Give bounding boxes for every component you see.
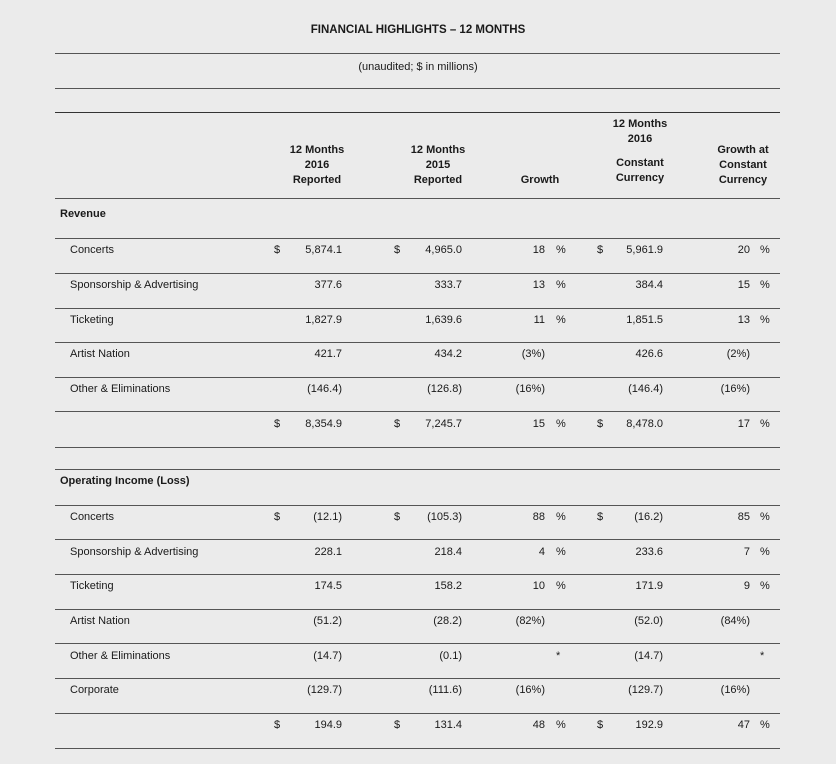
cell-d1: $ [274, 511, 281, 523]
cell-gp: % [556, 244, 566, 256]
undefined-row [0, 303, 836, 337]
cell-gp [556, 604, 570, 638]
cell-v2: 1,639.6 [425, 314, 462, 326]
cell-gcp [760, 604, 774, 638]
cell-g: (82%) [515, 615, 545, 627]
row-divider [55, 469, 780, 470]
cell-v2: 7,245.7 [425, 418, 462, 430]
cell-gp: % [556, 719, 566, 731]
cell-d2: $ [394, 511, 401, 523]
cell-gp: * [556, 650, 561, 662]
cell-v1: 228.1 [314, 546, 342, 558]
undefined-row [0, 708, 836, 742]
cell-v1: 1,827.9 [305, 314, 342, 326]
cell-label: Other & Eliminations [70, 650, 171, 662]
undefined-row [0, 604, 836, 638]
cell-g: 11 [533, 314, 545, 326]
cell-v2: 434.2 [434, 348, 462, 360]
cell-v1: 421.7 [314, 348, 342, 360]
cell-v4: 1,851.5 [626, 314, 663, 326]
document-subtitle: (unaudited; $ in millions) [358, 61, 478, 73]
cell-v1: 377.6 [314, 279, 342, 291]
cell-gp: % [556, 418, 566, 430]
cell-g: 48 [532, 719, 545, 731]
cell-gcp: % [760, 580, 770, 592]
cell-gp: % [556, 546, 566, 558]
cell-label: Artist Nation [70, 615, 130, 627]
cell-gc: 13 [737, 314, 750, 326]
cell-label: Concerts [70, 511, 115, 523]
undefined-row [0, 639, 836, 673]
cell-gcp [760, 673, 774, 707]
cell-d4: $ [597, 418, 604, 430]
cell-d4: $ [597, 719, 604, 731]
cell-v2: (105.3) [427, 511, 462, 523]
undefined-row [0, 535, 836, 569]
cell-v4: (14.7) [634, 650, 663, 662]
row-divider [55, 198, 780, 199]
cell-v1: (51.2) [313, 615, 342, 627]
undefined-row [0, 337, 836, 371]
cell-label [70, 407, 260, 441]
cell-gp: % [556, 511, 566, 523]
cell-gp: % [556, 279, 566, 291]
cell-d1: $ [274, 244, 281, 256]
cell-v1: 174.5 [314, 580, 342, 592]
cell-v2: 131.4 [434, 719, 462, 731]
cell-d2: $ [394, 719, 401, 731]
cell-label: Sponsorship & Advertising [70, 546, 199, 558]
undefined-row [0, 407, 836, 441]
undefined-row [0, 569, 836, 603]
cell-label: Ticketing [70, 580, 114, 592]
cell-v1: (12.1) [313, 511, 342, 523]
cell-g [500, 639, 545, 673]
cell-d4: $ [597, 511, 604, 523]
cell-v1: (14.7) [313, 650, 342, 662]
cell-v4: 426.6 [635, 348, 663, 360]
cell-gcp: % [760, 314, 770, 326]
cell-g: 18 [532, 244, 545, 256]
column-header-2016-constant-currency: 12 Months 2016 Constant Currency [612, 118, 668, 184]
cell-label [70, 708, 260, 742]
cell-gc: (16%) [720, 684, 750, 696]
cell-label: Sponsorship & Advertising [70, 279, 199, 291]
undefined-row [0, 673, 836, 707]
divider [55, 53, 780, 54]
column-header-2016-reported: 12 Months 2016 Reported [289, 144, 345, 186]
undefined-row [0, 500, 836, 534]
cell-gcp: % [760, 511, 770, 523]
cell-gc: 17 [737, 418, 750, 430]
cell-gcp: * [760, 650, 765, 662]
cell-g: (16%) [515, 684, 545, 696]
cell-v2: (28.2) [433, 615, 462, 627]
cell-label: Other & Eliminations [70, 383, 171, 395]
cell-v4: 384.4 [635, 279, 663, 291]
column-header-2015-reported: 12 Months 2015 Reported [410, 144, 466, 186]
column-header-growth: Growth [520, 174, 560, 186]
divider [55, 112, 780, 113]
section-heading-revenue: Revenue [60, 208, 106, 220]
cell-v2: (111.6) [428, 684, 462, 696]
cell-gc: 15 [737, 279, 750, 291]
cell-g: 88 [532, 511, 545, 523]
cell-v4: (129.7) [628, 684, 663, 696]
cell-gc: (84%) [720, 615, 750, 627]
cell-gc [705, 639, 750, 673]
cell-gcp: % [760, 546, 770, 558]
cell-v4: (16.2) [634, 511, 663, 523]
section-heading-operating-income: Operating Income (Loss) [60, 475, 190, 487]
cell-gp [556, 337, 570, 371]
cell-gc: (16%) [720, 383, 750, 395]
cell-label: Concerts [70, 244, 115, 256]
cell-v4: 233.6 [635, 546, 663, 558]
cell-gcp: % [760, 418, 770, 430]
cell-v1: (146.4) [307, 383, 342, 395]
undefined-row [0, 372, 836, 406]
cell-gp [556, 372, 570, 406]
cell-g: 10 [532, 580, 545, 592]
cell-v4: 8,478.0 [626, 418, 663, 430]
cell-v4: 171.9 [635, 580, 663, 592]
cell-v2: 4,965.0 [425, 244, 462, 256]
cell-v2: 158.2 [434, 580, 462, 592]
cell-gp [556, 673, 570, 707]
cell-g: 4 [538, 546, 545, 558]
document-title: FINANCIAL HIGHLIGHTS – 12 MONTHS [310, 24, 526, 36]
cell-gcp: % [760, 719, 770, 731]
undefined-row [0, 268, 836, 302]
divider [55, 88, 780, 89]
row-divider [55, 447, 780, 448]
cell-label: Ticketing [70, 314, 114, 326]
cell-gc: 9 [743, 580, 750, 592]
cell-gc: 85 [737, 511, 750, 523]
cell-v4: (52.0) [634, 615, 663, 627]
cell-d1: $ [274, 418, 281, 430]
cell-d2: $ [394, 418, 401, 430]
cell-v1: (129.7) [307, 684, 342, 696]
cell-d4: $ [597, 244, 604, 256]
cell-g: 15 [532, 418, 545, 430]
cell-v2: (0.1) [439, 650, 462, 662]
cell-g: (3%) [521, 348, 545, 360]
cell-v2: (126.8) [427, 383, 462, 395]
cell-v4: (146.4) [628, 383, 663, 395]
cell-v1: 8,354.9 [305, 418, 342, 430]
cell-label: Artist Nation [70, 348, 130, 360]
cell-d2: $ [394, 244, 401, 256]
cell-gcp: % [760, 244, 770, 256]
cell-v2: 218.4 [434, 546, 462, 558]
cell-gp: % [556, 580, 566, 592]
cell-v2: 333.7 [434, 279, 462, 291]
cell-gcp: % [760, 279, 770, 291]
cell-gc: 20 [737, 244, 750, 256]
cell-gc: (2%) [726, 348, 750, 360]
cell-g: (16%) [515, 383, 545, 395]
cell-v1: 5,874.1 [305, 244, 342, 256]
row-divider [55, 748, 780, 749]
cell-v1: 194.9 [314, 719, 342, 731]
cell-v4: 192.9 [635, 719, 663, 731]
cell-d1: $ [274, 719, 281, 731]
cell-gc: 47 [737, 719, 750, 731]
column-header-growth-constant-currency: Growth at Constant Currency [717, 144, 769, 186]
cell-gp: % [556, 314, 566, 326]
cell-gc: 7 [743, 546, 750, 558]
cell-gcp [760, 372, 774, 406]
cell-g: 13 [532, 279, 545, 291]
cell-label: Corporate [70, 684, 119, 696]
undefined-row [0, 233, 836, 267]
cell-v4: 5,961.9 [626, 244, 663, 256]
cell-gcp [760, 337, 774, 371]
